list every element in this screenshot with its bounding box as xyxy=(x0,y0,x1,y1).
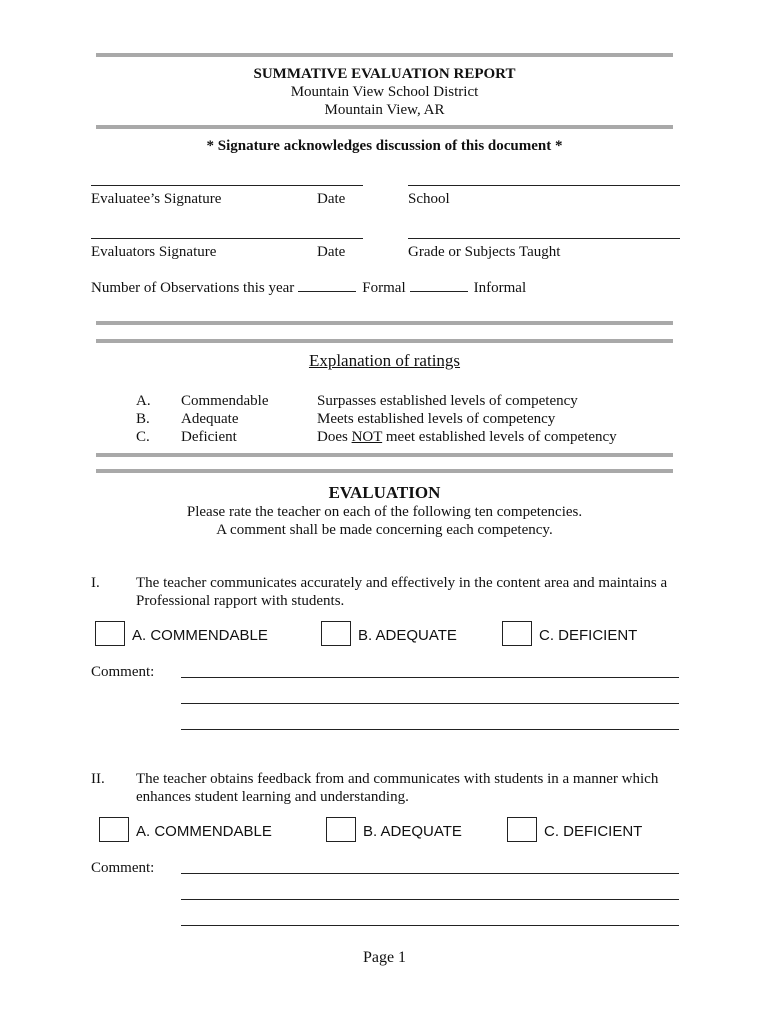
header-bottom-rule xyxy=(96,125,673,129)
rating-a-desc: Surpasses established levels of competency xyxy=(317,393,578,409)
formal-label: Formal xyxy=(362,280,406,296)
date-label-2: Date xyxy=(317,244,346,260)
rating-c-name: Deficient xyxy=(181,429,237,445)
competency-2-text-line1: The teacher obtains feedback from and communicates with students in a manner which xyxy=(136,771,659,787)
rating-a-name: Commendable xyxy=(181,393,269,409)
competency-2-text-line2: enhances student learning and understanding. xyxy=(136,789,409,805)
evaluation-instruction-1: Please rate the teacher on each of the following ten competencies. xyxy=(186,504,583,520)
competency-2-deficient-label: C. DEFICIENT xyxy=(544,823,643,840)
competency-1-text-line1: The teacher communicates accurately and effectively in the content area and maintains a xyxy=(136,575,668,591)
informal-label: Informal xyxy=(473,280,527,296)
competency-1-deficient-checkbox[interactable] xyxy=(502,621,532,646)
observations-label: Number of Observations this year xyxy=(91,280,295,296)
competency-2-commendable-label: A. COMMENDABLE xyxy=(136,823,272,840)
competency-1-commendable-checkbox[interactable] xyxy=(95,621,125,646)
competency-2-commendable-checkbox[interactable] xyxy=(99,817,129,842)
informal-count-blank[interactable] xyxy=(410,279,468,292)
competency-2-comment-line-1[interactable] xyxy=(181,873,679,874)
grade-subjects-label: Grade or Subjects Taught xyxy=(408,244,561,260)
rating-c-letter: C. xyxy=(136,429,150,445)
evaluation-instruction-2: A comment shall be made concerning each competency. xyxy=(216,522,553,538)
competency-2-numeral: II. xyxy=(91,771,105,787)
competency-2-comment-line-2[interactable] xyxy=(181,899,679,900)
district-location: Mountain View, AR xyxy=(324,102,445,118)
ratings-top-rule-1 xyxy=(96,321,673,325)
ratings-top-rule-2 xyxy=(96,339,673,343)
evaluation-heading: EVALUATION xyxy=(328,483,441,502)
competency-1-commendable-label: A. COMMENDABLE xyxy=(132,627,268,644)
competency-2-deficient-checkbox[interactable] xyxy=(507,817,537,842)
rating-b-name: Adequate xyxy=(181,411,239,427)
rating-c-desc-pre: Does xyxy=(317,429,352,445)
competency-2-adequate-label: B. ADEQUATE xyxy=(363,823,462,840)
competency-1-adequate-checkbox[interactable] xyxy=(321,621,351,646)
rating-c-desc-post: meet established levels of competency xyxy=(382,429,617,445)
competency-2-comment-line-3[interactable] xyxy=(181,925,679,926)
competency-1-adequate-label: B. ADEQUATE xyxy=(358,627,457,644)
evaluation-top-rule-1 xyxy=(96,453,673,457)
grade-subjects-line[interactable] xyxy=(408,238,680,239)
rating-c-desc xyxy=(317,428,617,446)
rating-a-letter: A. xyxy=(136,393,151,409)
evaluator-signature-label: Evaluators Signature xyxy=(91,244,217,260)
competency-1-comment-label: Comment: xyxy=(91,664,155,680)
competency-1-text-line2: Professional rapport with students. xyxy=(136,593,345,609)
competency-2-comment-label: Comment: xyxy=(91,860,155,876)
school-line[interactable] xyxy=(408,185,680,186)
observations-row xyxy=(91,279,526,297)
evaluation-top-rule-2 xyxy=(96,469,673,473)
school-label: School xyxy=(408,191,450,207)
competency-2-adequate-checkbox[interactable] xyxy=(326,817,356,842)
competency-1-comment-line-3[interactable] xyxy=(181,729,679,730)
ratings-heading: Explanation of ratings xyxy=(308,351,461,370)
competency-1-numeral: I. xyxy=(91,575,100,591)
evaluator-signature-line[interactable] xyxy=(91,238,363,239)
rating-c-desc-emphasis: NOT xyxy=(351,429,383,445)
date-label-1: Date xyxy=(317,191,346,207)
page-number: Page 1 xyxy=(362,949,407,966)
signature-note: * Signature acknowledges discussion of this document * xyxy=(206,138,563,154)
formal-count-blank[interactable] xyxy=(298,279,356,292)
evaluatee-signature-label: Evaluatee’s Signature xyxy=(91,191,222,207)
competency-1-comment-line-1[interactable] xyxy=(181,677,679,678)
rating-b-desc: Meets established levels of competency xyxy=(317,411,556,427)
competency-1-comment-line-2[interactable] xyxy=(181,703,679,704)
competency-1-deficient-label: C. DEFICIENT xyxy=(539,627,638,644)
report-title: SUMMATIVE EVALUATION REPORT xyxy=(253,66,516,82)
evaluatee-signature-line[interactable] xyxy=(91,185,363,186)
district-name: Mountain View School District xyxy=(290,84,479,100)
header-top-rule xyxy=(96,53,673,57)
rating-b-letter: B. xyxy=(136,411,150,427)
